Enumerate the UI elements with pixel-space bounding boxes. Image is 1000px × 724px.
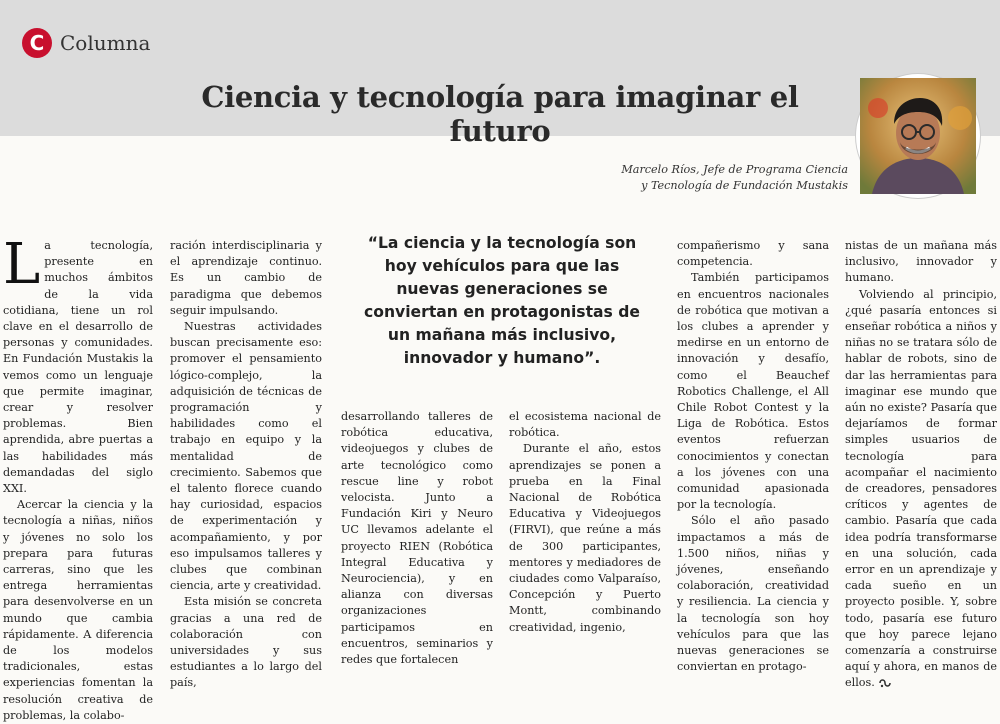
column-3-paragraph-1: desarrollando talleres de robótica educativa, videojuegos y clubes de arte tecnológico como rescue line y robot velocista. Junto a Fundación Kiri y Neuro UC llevamos adelante el proyecto RIEN (Robótica Integral Educativa y Neurociencia), y en alianza con diversas organizaciones participamos en encuentros, seminarios y redes que fortalecen (341, 410, 493, 667)
column-badge-icon: C (22, 28, 52, 58)
column-5-paragraph-1: compañerismo y sana competencia. (677, 239, 829, 269)
author-photo-icon (860, 78, 976, 194)
column-5-paragraph-2: También participamos en encuentros nacionales de robótica que motivan a los clubes a aprender y medirse en un entorno de innovación y desafío, como el Beauchef Robotics Challenge, el All Chile Robot Contest y la Liga de Robótica. Estos eventos refuerzan conocimientos y conectan a los jóvenes con una comunidad apasionada por la tecnología. (677, 271, 829, 512)
article-column-1 (3, 232, 153, 724)
byline-line-2: y Tecnología de Fundación Mustakis (641, 179, 848, 192)
article-column-6 (845, 238, 997, 692)
article-column-2 (170, 238, 322, 692)
column-5-paragraph-3: Sólo el año pasado impactamos a más de 1.500 niños, niñas y jóvenes, enseñando colaboración, creatividad y resiliencia. La ciencia y la tecnología son hoy vehículos para que las nuevas generaciones se conviertan en protago- (677, 514, 829, 674)
article-column-3 (341, 409, 493, 668)
column-2-paragraph-1: ración interdisciplinaria y el aprendizaje continuo. Es un cambio de paradigma que debemos seguir impulsando. (170, 239, 322, 317)
column-2-paragraph-2: Nuestras actividades buscan precisamente eso: promover el pensamiento lógico-complejo, la adquisición de técnicas de programación y habilidades como el trabajo en equipo y la mentalidad de crecimiento. Sabemos que el talento florece cuando hay curiosidad, espacios de experimentación y acompañamiento, y por eso impulsamos talleres y clubes que combinan ciencia, arte y creatividad. (170, 320, 322, 593)
column-4-paragraph-1: el ecosistema nacional de robótica. (509, 410, 661, 440)
article-column-5 (677, 238, 829, 675)
column-4-paragraph-2: Durante el año, estos aprendizajes se ponen a prueba en la Final Nacional de Robótica Educativa y Videojuegos (FIRVI), que reúne a más de 300 participantes, mentores y mediadores de ciudades como Valparaíso, Concepción y Puerto Montt, combinando creatividad, ingenio, (509, 442, 661, 634)
section-label: Columna (60, 31, 151, 55)
byline-line-1: Marcelo Ríos, Jefe de Programa Ciencia (621, 163, 848, 176)
column-1-paragraph-2: Acercar la ciencia y la tecnología a niñas, niños y jóvenes no solo los prepara para futuras carreras, sino que les entrega herramientas para desenvolverse en un mundo que cambia rápidamente. A diferencia de los modelos tradicionales, estas experiencias fomentan la resolución creativa de problemas, la colabo- (3, 498, 153, 722)
pull-quote: “La ciencia y la tecnología son hoy vehículos para que las nuevas generaciones se conviertan en protagonistas de un mañana más inclusivo, innovador y humano”. (363, 234, 641, 367)
author-portrait (856, 74, 980, 198)
column-6-paragraph-1: nistas de un mañana más inclusivo, innovador y humano. (845, 239, 997, 285)
drop-cap: L (3, 232, 41, 297)
author-byline (621, 162, 848, 194)
article-title: Ciencia y tecnología para imaginar el futuro (201, 80, 799, 148)
end-mark-icon (879, 678, 891, 688)
column-1-paragraph-1 (3, 232, 153, 497)
column-1-text-1: a tecnología, presente en muchos ámbitos de la vida cotidiana, tiene un rol clave en el desarrollo de personas y comunidades. En Fundación Mustakis la vemos como un lenguaje que permite imaginar, crear y resolver problemas. Bien aprendida, abre puertas a las habilidades más demandadas del siglo XXI. (3, 239, 153, 496)
column-2-paragraph-3: Esta misión se concreta gracias a una red de colaboración con universidades y sus estudiantes a lo largo del país, (170, 595, 322, 690)
column-6-paragraph-2 (845, 287, 997, 692)
column-6-text-2: Volviendo al principio, ¿qué pasaría entonces si enseñar robótica a niños y niñas no se tratara sólo de hablar de robots, sino de dar las herramientas para imaginar ese mundo que aún no existe? Pasaría que dejaríamos de formar simples usuarios de tecnología para acompañar el nacimiento de creadores, pensadores críticos y agentes de cambio. Pasaría que cada idea podría transformarse en una solución, cada error en un aprendizaje y cada sueño en un proyecto posible. Y, sobre todo, pasaría ese futuro que hoy parece lejano comenzaría a construirse aquí y ahora, en manos de ellos. (845, 287, 997, 690)
article-column-4 (509, 409, 661, 636)
